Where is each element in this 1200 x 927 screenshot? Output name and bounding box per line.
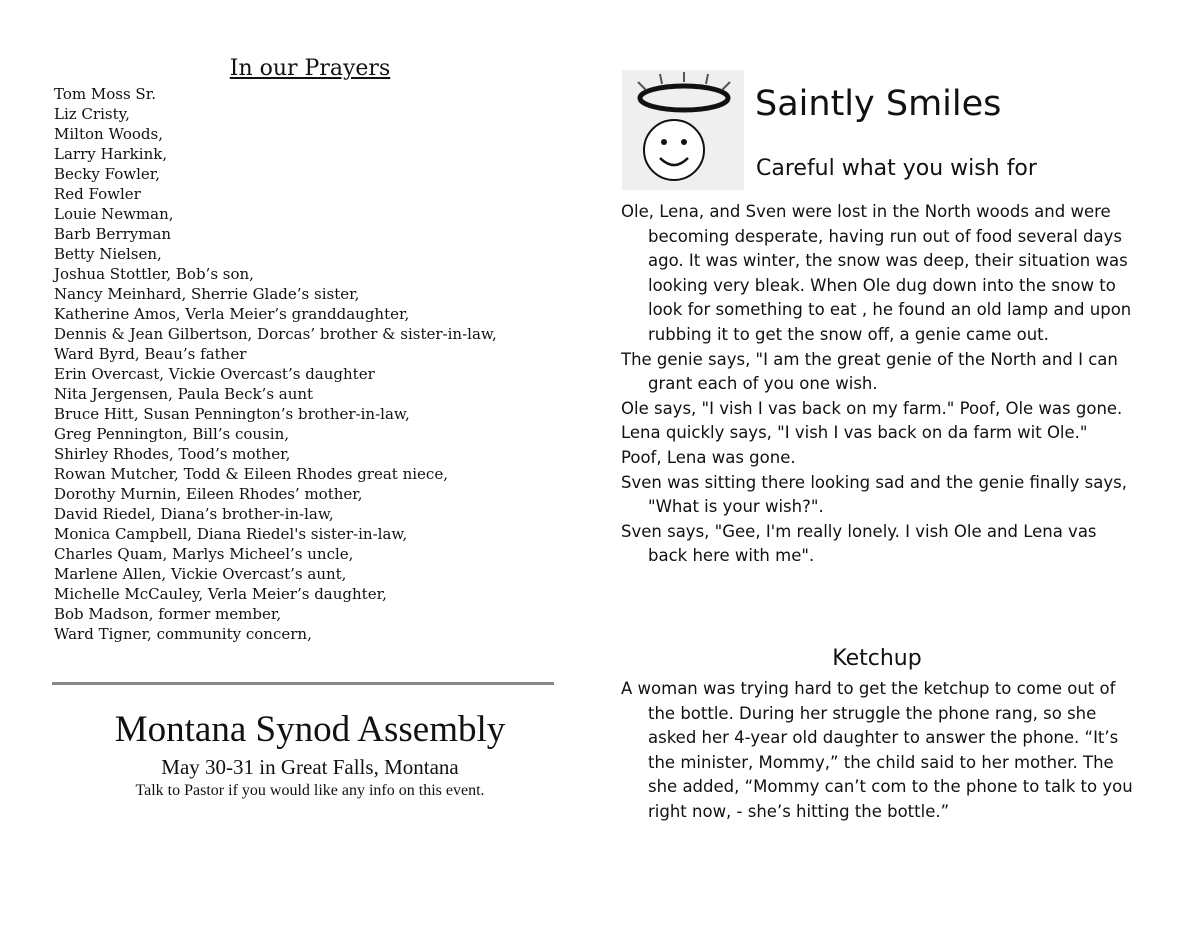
story-paragraph: Ole, Lena, and Sven were lost in the North woods and were becoming desperate, having run out of food several days ago. It was winter, the snow was deep, their situation was looking very bleak. When Ole dug down into the snow to look for something to eat , he found an old lamp and upon rubbing it to get the snow off, a genie came out. <box>621 202 1132 344</box>
angel-smiley-icon <box>622 70 744 190</box>
prayer-list <box>54 84 554 644</box>
prayer-name: Red Fowler <box>54 185 141 203</box>
prayer-name: Nancy Meinhard, Sherrie Glade’s sister, <box>54 285 360 303</box>
prayer-name: Dennis & Jean Gilbertson, Dorcas’ brother & sister-in-law, <box>54 325 497 343</box>
prayer-name: Monica Campbell, Diana Riedel's sister-in-law, <box>54 525 408 543</box>
ketchup-story <box>621 677 1133 825</box>
prayer-name: Joshua Stottler, Bob’s son, <box>54 265 254 283</box>
story-paragraph: Sven was sitting there looking sad and the genie finally says, "What is your wish?". <box>621 472 1127 517</box>
assembly-title: Montana Synod Assembly <box>114 709 506 750</box>
ketchup-title: Ketchup <box>832 646 922 671</box>
section-divider <box>52 682 554 685</box>
prayer-name: Shirley Rhodes, Tood’s mother, <box>54 445 291 463</box>
joke-story <box>621 200 1133 569</box>
joke-title: Careful what you wish for <box>756 156 1037 181</box>
prayer-name: Rowan Mutcher, Todd & Eileen Rhodes great niece, <box>54 465 448 483</box>
prayer-name: Charles Quam, Marlys Micheel’s uncle, <box>54 545 354 563</box>
prayer-name: Bruce Hitt, Susan Pennington’s brother-in-law, <box>54 405 410 423</box>
prayer-name: Milton Woods, <box>54 125 163 143</box>
story-paragraph: The genie says, "I am the great genie of the North and I can grant each of you one wish. <box>621 349 1118 394</box>
prayer-name: Becky Fowler, <box>54 165 161 183</box>
prayer-name: Betty Nielsen, <box>54 245 162 263</box>
saintly-smiles-title: Saintly Smiles <box>755 84 1002 124</box>
prayer-name: Michelle McCauley, Verla Meier’s daughter, <box>54 585 387 603</box>
prayer-name: Nita Jergensen, Paula Beck’s aunt <box>54 385 314 403</box>
prayer-name: Bob Madson, former member, <box>54 605 282 623</box>
story-paragraph: Ole says, "I vish I vas back on my farm." Poof, Ole was gone. <box>621 398 1123 418</box>
ketchup-paragraph: A woman was trying hard to get the ketchup to come out of the bottle. During her struggle the phone rang, so she asked her 4-year old daughter to answer the phone. “It’s the minister, Mommy,” the child said to her mother. The she added, “Mommy can’t com to the phone to talk to you right now, - she’s hitting the bottle.” <box>621 679 1133 821</box>
assembly-date: May 30-31 in Great Falls, Montana <box>161 755 459 779</box>
assembly-note: Talk to Pastor if you would like any info on this event. <box>135 782 485 799</box>
prayer-name: Dorothy Murnin, Eileen Rhodes’ mother, <box>54 485 363 503</box>
prayer-name: Greg Pennington, Bill’s cousin, <box>54 425 289 443</box>
prayer-name: Erin Overcast, Vickie Overcast’s daughter <box>54 365 375 383</box>
prayer-name: Louie Newman, <box>54 205 174 223</box>
story-paragraph: Lena quickly says, "I vish I vas back on da farm wit Ole." <box>621 423 1088 443</box>
prayer-name: Barb Berryman <box>54 225 172 243</box>
prayers-heading: In our Prayers <box>229 56 391 81</box>
story-paragraph: Sven says, "Gee, I'm really lonely. I vish Ole and Lena vas back here with me". <box>621 521 1097 566</box>
prayer-name: Ward Tigner, community concern, <box>54 625 312 643</box>
prayer-name: David Riedel, Diana’s brother-in-law, <box>54 505 334 523</box>
prayer-name: Tom Moss Sr. <box>54 85 156 103</box>
prayer-name: Marlene Allen, Vickie Overcast’s aunt, <box>54 565 347 583</box>
prayer-name: Larry Harkink, <box>54 145 168 163</box>
prayer-name: Ward Byrd, Beau’s father <box>54 345 247 363</box>
prayer-name: Katherine Amos, Verla Meier’s granddaughter, <box>54 305 410 323</box>
story-paragraph: Poof, Lena was gone. <box>621 447 796 467</box>
prayer-name: Liz Cristy, <box>54 105 130 123</box>
